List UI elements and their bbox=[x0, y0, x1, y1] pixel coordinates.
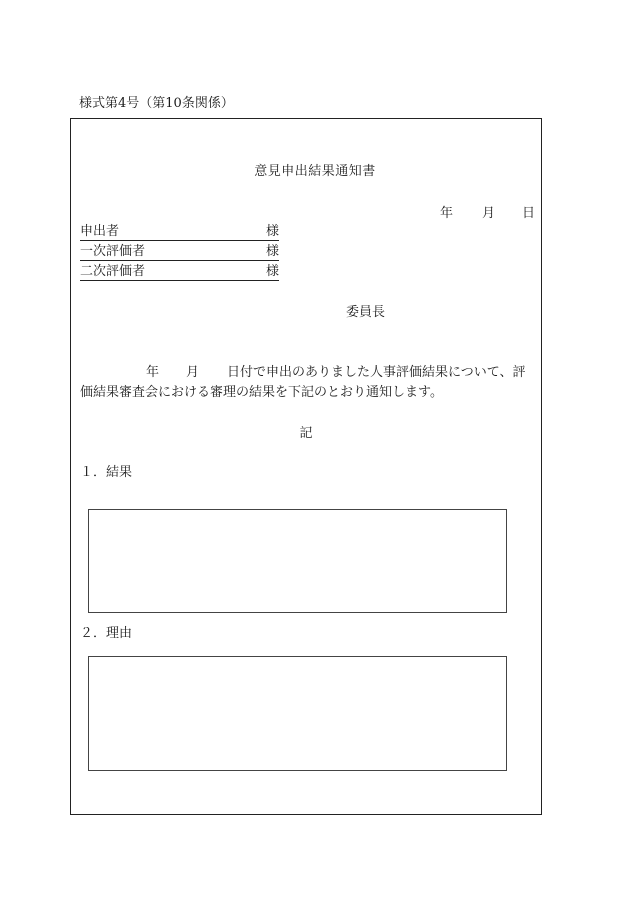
form-number: 様式第4号（第10条関係） bbox=[79, 96, 234, 111]
addressee-honorific: 様 bbox=[265, 244, 279, 259]
addressee-primary-evaluator bbox=[80, 244, 279, 261]
body-month-label: 月 bbox=[186, 365, 200, 380]
date-year-label: 年 bbox=[440, 206, 454, 221]
sender-committee-chair: 委員長 bbox=[346, 305, 386, 320]
ki-heading: 記 bbox=[299, 426, 313, 441]
body-year-label: 年 bbox=[146, 365, 160, 380]
body-text-line-2: 価結果審査会における審理の結果を下記のとおり通知します。 bbox=[80, 385, 443, 400]
date-month-label: 月 bbox=[482, 206, 496, 221]
addressee-honorific: 様 bbox=[265, 224, 279, 239]
reason-text-box[interactable] bbox=[88, 656, 507, 771]
section-result-label: １．結果 bbox=[80, 465, 133, 480]
result-text-box[interactable] bbox=[88, 509, 507, 613]
document-title: 意見申出結果通知書 bbox=[254, 164, 376, 179]
addressee-applicant bbox=[80, 224, 279, 241]
addressee-role: 二次評価者 bbox=[80, 264, 146, 279]
addressee-secondary-evaluator bbox=[80, 264, 279, 281]
addressee-role: 申出者 bbox=[80, 224, 120, 239]
date-day-label: 日 bbox=[522, 206, 536, 221]
section-reason-label: ２．理由 bbox=[80, 626, 133, 641]
addressee-role: 一次評価者 bbox=[80, 244, 146, 259]
addressee-honorific: 様 bbox=[265, 264, 279, 279]
body-text-line-1: 日付で申出のありました人事評価結果について、評 bbox=[227, 365, 526, 380]
